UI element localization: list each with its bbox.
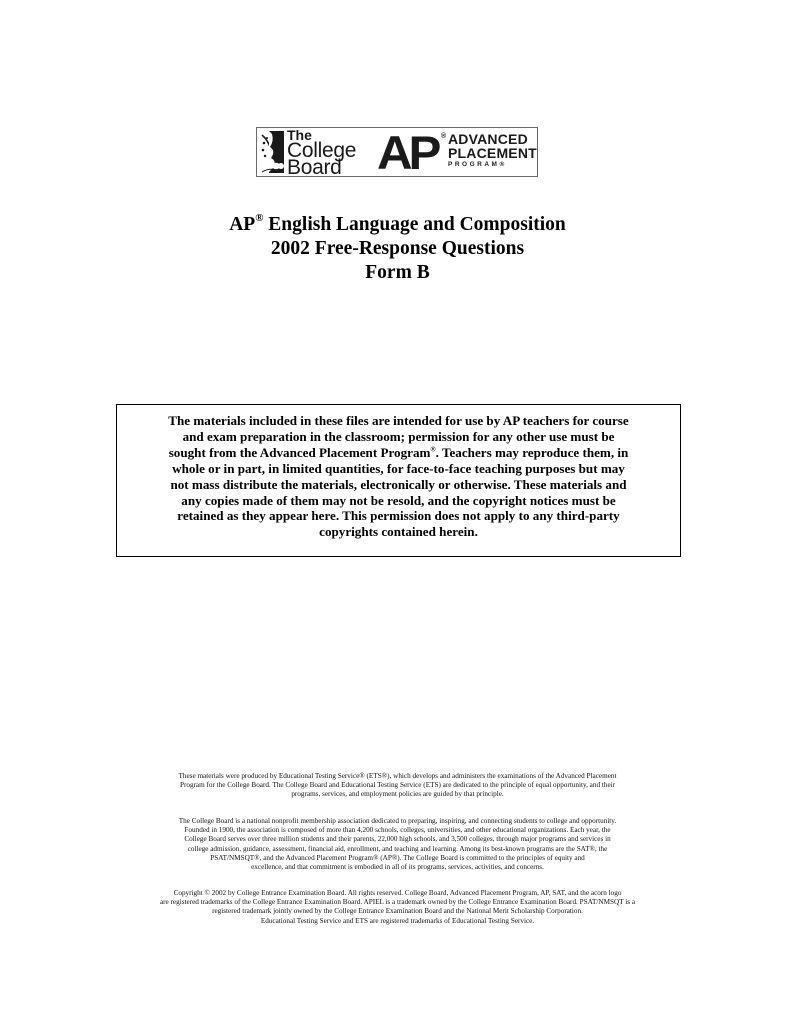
fine-print-line: are registered trademarks of the College Entrance Examination Board. APIEL is a trademark owned by the College Entrance Examination Board. PSAT/NMSQT is a [159,898,636,907]
fine-print-line: Program for the College Board. The College Board and Educational Testing Service (ETS) are dedicated to the principle of equal opportunity, and their [179,781,616,790]
notice-line: and exam preparation in the classroom; permission for any other use must be [182,428,615,444]
registered-mark: ® [430,445,436,454]
title-line-1 [0,213,795,237]
title-line-3: Form B [365,262,430,283]
ap-letters: AP [377,126,438,179]
notice-line: The materials included in these files are intended for use by AP teachers for course [168,413,629,428]
acorn-leaf-icon [260,131,284,173]
wordmark-placement: PLACEMENT [448,145,537,161]
notice-text: . Teachers may reproduce them, in [435,444,629,460]
fine-print-line: PSAT/NMSQT®, and the Advanced Placement Program® (AP®). The College Board is committed to the principles of equity and [210,853,585,862]
fine-print-line: Founded in 1900, the association is composed of more than 4,200 schools, colleges, universities, and other educational organizations. Each year, the [184,826,611,835]
fine-print-line: excellence, and that commitment is embodied in all of its programs, services, activities, and concerns. [251,863,544,872]
college-board-wordmark [287,127,367,179]
notice-text: sought from the Advanced Placement Program [168,444,431,460]
fine-print-line: These materials were produced by Educational Testing Service® (ETS®), which develops and administers the examinations of the Advanced Placement [178,772,617,780]
fine-print-line: college admission, guidance, assessment, financial aid, enrollment, and teaching and learning. Among its best-known programs are the SAT®, the [187,844,608,853]
wordmark-program: PROGRAM® [448,161,507,168]
college-board-ap-logo [256,127,538,177]
notice-line: retained as they appear here. This permission does not apply to any third-party [177,508,620,524]
fine-print-line: programs, services, and employment policies are guided by that principle. [291,790,504,799]
title-registered-mark: ® [255,211,264,224]
title-subject: English Language and Composition [263,214,566,235]
fine-print-line: Copyright © 2002 by College Entrance Examination Board. All rights reserved. College Board, Advanced Placement Program, AP, SAT, and the acorn logo [173,889,622,897]
notice-line: any copies made of them may not be resold, and the copyright notices must be [181,492,616,508]
document-title [0,213,795,285]
ets-production-statement [0,772,795,800]
wordmark-college: College [287,139,357,162]
wordmark-advanced: ADVANCED [448,131,528,147]
wordmark-the: The [287,127,312,143]
fine-print-line: Educational Testing Service and ETS are registered trademarks of Educational Testing Service. [260,916,535,925]
ap-registered-mark: ® [441,133,447,140]
wordmark-board: Board [287,156,342,179]
ap-program-wordmark [448,132,537,170]
notice-line: copyrights contained herein. [319,524,478,540]
title-line-2: 2002 Free-Response Questions [270,238,525,259]
notice-line [135,445,662,461]
fine-print-line: The College Board is a national nonprofit membership association dedicated to preparing, inspiring, and connecting students to college and opportunity. [178,817,617,825]
college-board-description [0,817,795,872]
copyright-notice [0,889,795,926]
notice-line: not mass distribute the materials, electronically or otherwise. These materials and [170,476,627,492]
permission-notice-box [116,404,681,557]
title-ap: AP [229,214,256,235]
fine-print-line: College Board serves over three million students and their parents, 22,000 high schools, and 3,500 colleges, through major programs and services in [184,835,611,844]
notice-line: whole or in part, in limited quantities, for face-to-face teaching purposes but may [172,460,625,476]
fine-print-line: registered trademark jointly owned by the College Entrance Examination Board and the National Merit Scholarship Corporation. [212,907,583,916]
